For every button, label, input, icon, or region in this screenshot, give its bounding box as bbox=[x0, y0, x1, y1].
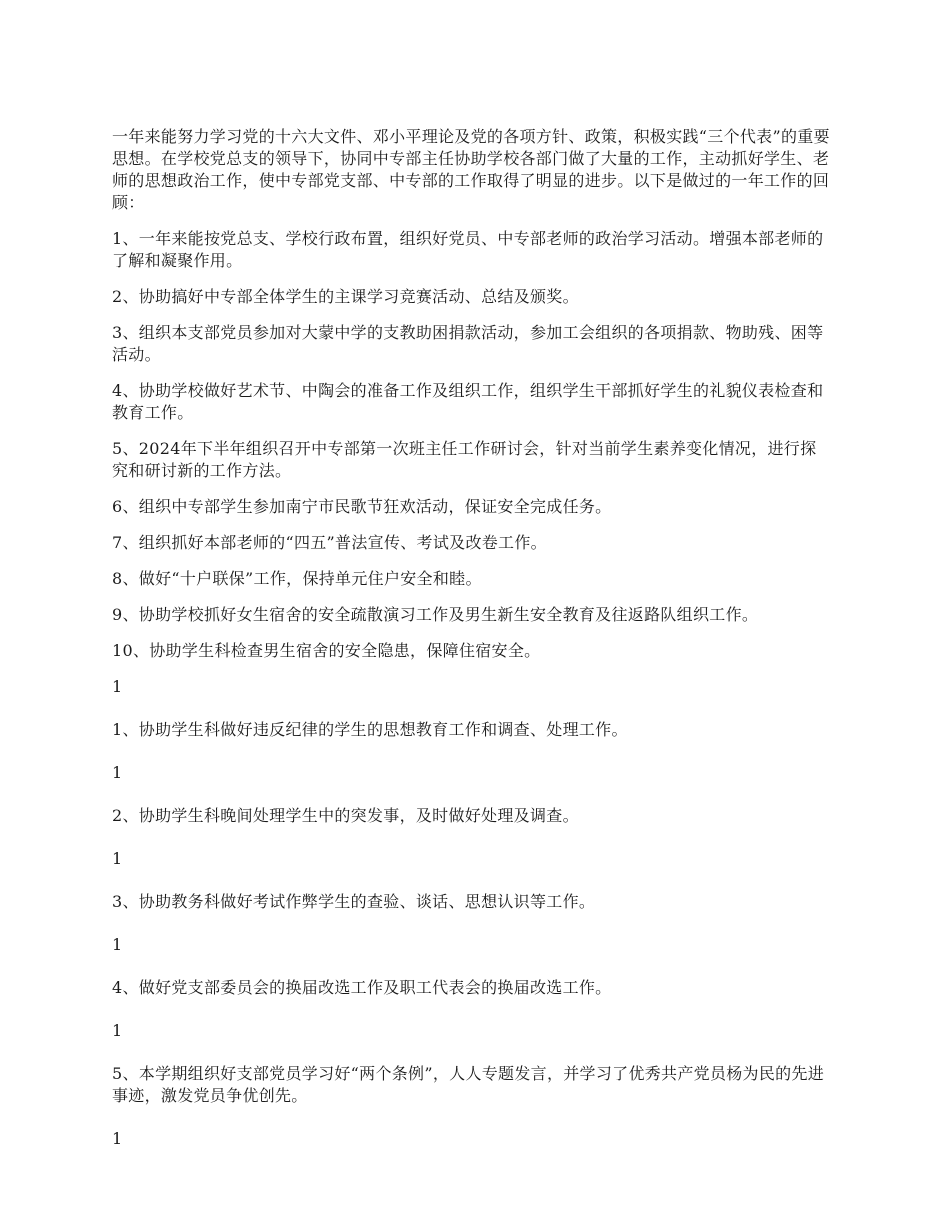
page-marker: 1 bbox=[112, 677, 123, 696]
list-item: 10、协助学生科检查男生宿舍的安全隐患，保障住宿安全。 bbox=[112, 641, 541, 660]
list-item: 3、协助教务科做好考试作弊学生的查验、谈话、思想认识等工作。 bbox=[112, 892, 596, 911]
document-page bbox=[112, 126, 832, 1171]
page-marker: 1 bbox=[112, 1129, 123, 1148]
list-item: 2、协助学生科晚间处理学生中的突发事，及时做好处理及调查。 bbox=[112, 806, 579, 825]
list-item: 3、组织本支部党员参加对大蒙中学的支教助困捐款活动，参加工会组织的各项捐款、物助残、困等活动。 bbox=[112, 323, 824, 364]
intro-paragraph: 一年来能努力学习党的十六大文件、邓小平理论及党的各项方针、政策，积极实践“三个代表”的重要思想。在学校党总支的领导下，协同中专部主任协助学校各部门做了大量的工作，主动抓好学生、老师的思想政治工作，使中专部党支部、中专部的工作取得了明显的进步。以下是做过的一年工作的回顾： bbox=[112, 127, 830, 212]
list-item: 6、组织中专部学生参加南宁市民歌节狂欢活动，保证安全完成任务。 bbox=[112, 497, 612, 516]
list-item: 5、2024年下半年组织召开中专部第一次班主任工作研讨会，针对当前学生素养变化情况，进行探究和研讨新的工作方法。 bbox=[112, 439, 817, 480]
page-marker: 1 bbox=[112, 849, 123, 868]
page-marker: 1 bbox=[112, 935, 123, 954]
page-marker: 1 bbox=[112, 1021, 123, 1040]
page-marker: 1 bbox=[112, 763, 123, 782]
list-item: 4、做好党支部委员会的换届改选工作及职工代表会的换届改选工作。 bbox=[112, 978, 612, 997]
list-item: 5、本学期组织好支部党员学习好“两个条例”，人人专题发言，并学习了优秀共产党员杨为民的先进事迹，激发党员争优创先。 bbox=[112, 1064, 825, 1105]
list-item: 8、做好“十户联保”工作，保持单元住户安全和睦。 bbox=[112, 569, 482, 588]
list-item: 7、组织抓好本部老师的“四五”普法宣传、考试及改卷工作。 bbox=[112, 533, 547, 552]
list-item: 1、一年来能按党总支、学校行政布置，组织好党员、中专部老师的政治学习活动。增强本部老师的了解和凝聚作用。 bbox=[112, 229, 824, 270]
list-item: 9、协助学校抓好女生宿舍的安全疏散演习工作及男生新生安全教育及往返路队组织工作。 bbox=[112, 605, 759, 624]
list-item: 2、协助搞好中专部全体学生的主课学习竞赛活动、总结及颁奖。 bbox=[112, 287, 579, 306]
list-item: 1、协助学生科做好违反纪律的学生的思想教育工作和调查、处理工作。 bbox=[112, 720, 628, 739]
list-item: 4、协助学校做好艺术节、中陶会的准备工作及组织工作，组织学生干部抓好学生的礼貌仪表检查和教育工作。 bbox=[112, 381, 824, 422]
